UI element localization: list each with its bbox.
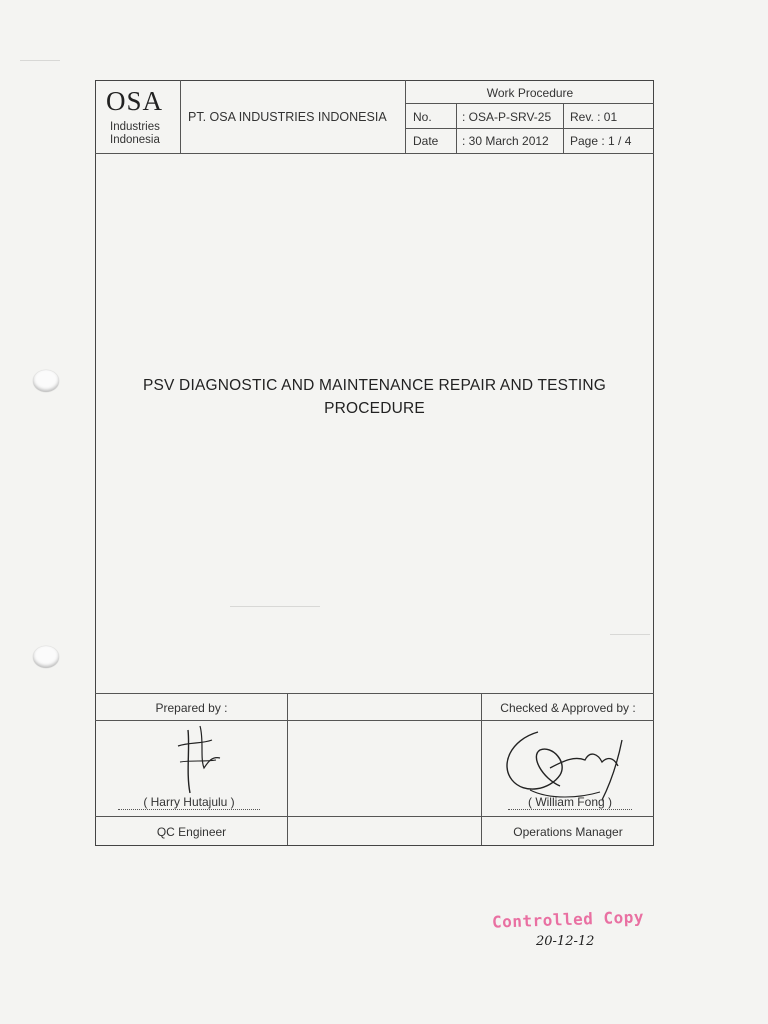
document-type: Work Procedure	[486, 86, 574, 100]
signoff-divider	[481, 693, 482, 845]
header-divider	[456, 103, 457, 153]
signoff-rule	[95, 816, 654, 817]
doc-number-value: : OSA-P-SRV-25	[462, 110, 552, 124]
page-number: Page : 1 / 4	[570, 134, 632, 148]
prepared-by-label: Prepared by :	[155, 701, 228, 715]
prepared-by-name: ( Harry Hutajulu )	[118, 795, 260, 810]
company-logo: OSA	[106, 86, 164, 116]
stamp-handwritten-date: 20-12-12	[536, 934, 595, 949]
signoff-divider	[287, 693, 288, 845]
prepared-signature	[160, 718, 250, 798]
company-name: PT. OSA INDUSTRIES INDONESIA	[188, 110, 387, 124]
revision: Rev. : 01	[570, 110, 618, 124]
header-bottom-rule	[95, 153, 654, 154]
scan-mark	[20, 60, 60, 61]
punch-hole-bottom	[33, 646, 59, 668]
doc-number-label: No.	[413, 110, 432, 124]
title-line-2: PROCEDURE	[324, 400, 425, 417]
punch-hole-top	[33, 370, 59, 392]
signoff-top-rule	[95, 693, 654, 694]
approved-by-name: ( William Fong )	[508, 795, 632, 810]
approved-by-role: Operations Manager	[513, 825, 623, 839]
date-label: Date	[413, 134, 439, 148]
header-divider	[563, 103, 564, 153]
header-rule	[405, 128, 654, 129]
header-rule	[405, 103, 654, 104]
document-title	[96, 374, 653, 420]
prepared-by-role: QC Engineer	[156, 825, 227, 839]
title-line-1: PSV DIAGNOSTIC AND MAINTENANCE REPAIR AND TESTING	[142, 377, 607, 394]
header-divider	[180, 80, 181, 153]
approved-by-label: Checked & Approved by :	[500, 701, 636, 715]
date-value: : 30 March 2012	[462, 134, 549, 148]
logo-subtitle-2: Indonesia	[110, 134, 160, 146]
logo-subtitle-1: Industries	[110, 121, 160, 133]
controlled-copy-stamp: Controlled Copy	[491, 907, 645, 932]
